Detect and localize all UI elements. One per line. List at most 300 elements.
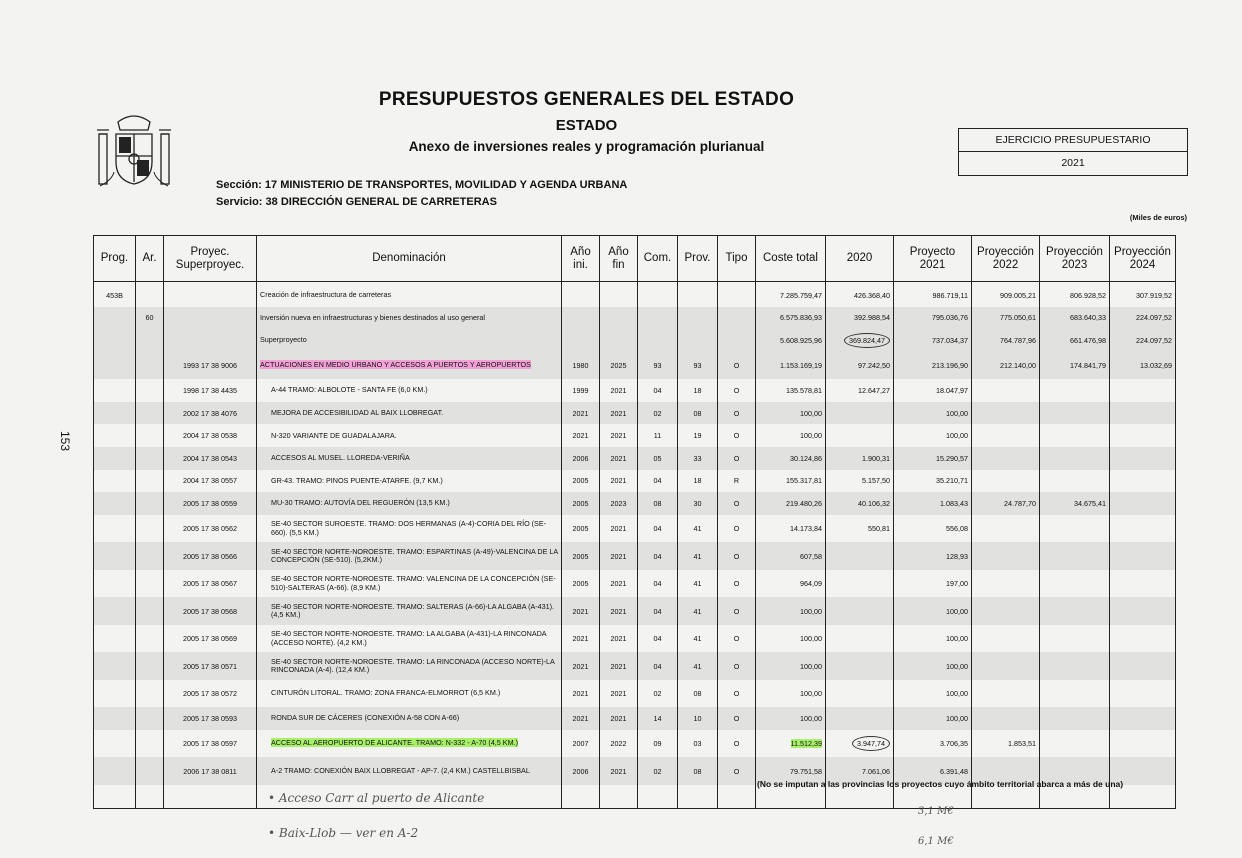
type-cell	[718, 570, 756, 598]
p2021-cell	[894, 492, 972, 515]
document-subtitle: ESTADO	[555, 117, 618, 134]
p2021-cell	[894, 352, 972, 380]
start-year-cell	[562, 492, 600, 515]
prov-cell	[678, 597, 718, 625]
start-year-cell-text: 1980	[572, 361, 589, 371]
p2024-cell	[1110, 652, 1176, 680]
total-cost-cell	[756, 542, 826, 570]
p2024-cell	[1110, 492, 1176, 515]
start-year-cell	[562, 424, 600, 447]
total-cost-cell-text: 100,00	[800, 714, 822, 724]
p2021-cell	[894, 730, 972, 758]
p2022-cell-text: 909.005,21	[1000, 290, 1036, 300]
p2023-cell	[1040, 424, 1110, 447]
prog-cell	[94, 402, 136, 425]
column-header: 2020	[826, 236, 894, 282]
handwritten-note: • Baix-Llob — ver en A-2	[268, 826, 419, 840]
prog-cell	[94, 707, 136, 730]
end-year-cell	[600, 282, 638, 307]
p2024-cell	[1110, 307, 1176, 330]
total-cost-cell-text: 155.317,81	[786, 476, 822, 486]
annex-title: Anexo de inversiones reales y programación plurianual	[408, 139, 765, 154]
total-cost-cell-text: 14.173,84	[790, 524, 822, 534]
investment-table	[93, 235, 1176, 809]
start-year-cell-text: 2021	[572, 408, 589, 418]
start-year-cell	[562, 570, 600, 598]
end-year-cell-text: 2021	[610, 476, 627, 486]
p2022-cell	[972, 282, 1040, 307]
p2023-cell-text: 806.928,52	[1070, 290, 1106, 300]
y2020-cell	[826, 307, 894, 330]
p2021-cell	[894, 515, 972, 543]
p2024-cell	[1110, 402, 1176, 425]
p2021-cell-text: 3.706,35	[940, 739, 968, 749]
p2024-cell	[1110, 379, 1176, 402]
p2023-cell	[1040, 379, 1110, 402]
denomination-cell	[257, 424, 562, 447]
p2021-cell-text: 737.034,37	[932, 335, 968, 345]
total-cost-cell	[756, 570, 826, 598]
y2020-cell	[826, 707, 894, 730]
ar-cell	[136, 424, 164, 447]
com-cell	[638, 492, 678, 515]
project-code-cell	[164, 515, 257, 543]
y2020-cell-text: 40.106,32	[858, 499, 890, 509]
start-year-cell	[562, 707, 600, 730]
p2024-cell	[1110, 470, 1176, 493]
start-year-cell	[562, 597, 600, 625]
denomination-cell-text: GR-43. TRAMO: PINOS PUENTE-ATARFE. (9,7 KM.)	[271, 475, 443, 485]
prog-cell	[94, 730, 136, 758]
prov-cell	[678, 707, 718, 730]
p2021-cell	[894, 707, 972, 730]
end-year-cell	[600, 492, 638, 515]
end-year-cell	[600, 757, 638, 785]
start-year-cell	[562, 379, 600, 402]
y2020-cell	[826, 402, 894, 425]
p2022-cell	[972, 515, 1040, 543]
denomination-cell-text: N-320 VARIANTE DE GUADALAJARA.	[271, 430, 397, 440]
denomination-cell	[257, 757, 562, 785]
y2020-cell-text: 12.647,27	[858, 386, 890, 396]
p2021-cell-text: 6.391,48	[940, 766, 968, 776]
prov-cell-text: 41	[693, 551, 702, 561]
end-year-cell	[600, 680, 638, 708]
handwritten-note: 3,1 M€	[918, 806, 954, 817]
p2023-cell	[1040, 730, 1110, 758]
total-cost-cell-text: 219.480,26	[786, 499, 822, 509]
total-cost-cell	[756, 470, 826, 493]
p2021-cell	[894, 470, 972, 493]
y2020-cell-text: 426.368,40	[854, 290, 890, 300]
table-row	[94, 542, 1176, 570]
prov-cell-text: 03	[693, 739, 702, 749]
y2020-cell	[826, 470, 894, 493]
com-cell	[638, 329, 678, 352]
p2021-cell-text: 100,00	[946, 408, 968, 418]
denomination-cell	[257, 515, 562, 543]
column-header: Ar.	[136, 236, 164, 282]
column-header: Proyección 2022	[972, 236, 1040, 282]
type-cell-text: O	[733, 361, 740, 371]
table-row	[94, 352, 1176, 380]
total-cost-cell-text: 100,00	[800, 689, 822, 699]
exercise-label: EJERCICIO PRESUPUESTARIO	[959, 129, 1187, 152]
p2022-cell	[972, 424, 1040, 447]
ar-cell	[136, 329, 164, 352]
ar-cell	[136, 282, 164, 307]
prov-cell-text: 30	[693, 499, 702, 509]
prov-cell	[678, 470, 718, 493]
type-cell-text: O	[733, 453, 740, 463]
com-cell	[638, 379, 678, 402]
y2020-cell	[826, 492, 894, 515]
prog-cell	[94, 625, 136, 653]
p2023-cell	[1040, 625, 1110, 653]
project-code-cell-text: 2004 17 38 0557	[183, 476, 237, 486]
p2023-cell	[1040, 570, 1110, 598]
p2021-cell-text: 18.047,97	[936, 386, 968, 396]
prov-cell-text: 08	[693, 766, 702, 776]
type-cell-text: O	[733, 408, 740, 418]
total-cost-cell	[756, 329, 826, 352]
start-year-cell-text: 2005	[572, 579, 589, 589]
p2024-cell	[1110, 707, 1176, 730]
start-year-cell-text: 2021	[572, 634, 589, 644]
total-cost-cell	[756, 730, 826, 758]
project-code-cell-text: 2005 17 38 0597	[183, 739, 237, 749]
table-row	[94, 424, 1176, 447]
project-code-cell-text: 2005 17 38 0568	[183, 606, 237, 616]
p2021-cell-text: 100,00	[946, 606, 968, 616]
com-cell-text: 04	[653, 386, 662, 396]
p2021-cell-text: 100,00	[946, 661, 968, 671]
p2022-cell-text: 775.050,61	[1000, 313, 1036, 323]
type-cell-text: O	[733, 606, 740, 616]
prov-cell-text: 41	[693, 661, 702, 671]
section-line: Sección: 17 MINISTERIO DE TRANSPORTES, MOVILIDAD Y AGENDA URBANA	[216, 179, 628, 191]
denomination-cell	[257, 707, 562, 730]
start-year-cell-text: 2006	[572, 766, 589, 776]
p2023-cell	[1040, 307, 1110, 330]
project-code-cell-text: 2005 17 38 0562	[183, 524, 237, 534]
p2023-cell	[1040, 447, 1110, 470]
y2020-cell	[826, 625, 894, 653]
prov-cell	[678, 652, 718, 680]
y2020-cell	[826, 730, 894, 758]
project-code-cell	[164, 680, 257, 708]
prov-cell	[678, 402, 718, 425]
com-cell-text: 04	[653, 634, 662, 644]
project-code-cell-text: 2005 17 38 0567	[183, 579, 237, 589]
project-code-cell	[164, 542, 257, 570]
prog-cell	[94, 542, 136, 570]
com-cell	[638, 542, 678, 570]
table-row	[94, 379, 1176, 402]
p2022-cell	[972, 597, 1040, 625]
y2020-cell-text: 392.988,54	[854, 313, 890, 323]
denomination-cell	[257, 307, 562, 330]
p2023-cell	[1040, 515, 1110, 543]
type-cell-text: O	[733, 714, 740, 724]
prov-cell-text: 18	[693, 476, 702, 486]
start-year-cell-text: 2005	[572, 551, 589, 561]
type-cell-text: O	[733, 661, 740, 671]
start-year-cell-text: 2007	[572, 739, 589, 749]
p2024-cell	[1110, 447, 1176, 470]
p2021-cell	[894, 570, 972, 598]
com-cell	[638, 447, 678, 470]
p2024-cell-text: 224.097,52	[1136, 335, 1172, 345]
com-cell	[638, 597, 678, 625]
total-cost-cell-text: 100,00	[800, 431, 822, 441]
p2021-cell	[894, 402, 972, 425]
column-header: Prog.	[94, 236, 136, 282]
total-cost-cell	[756, 352, 826, 380]
prov-cell	[678, 379, 718, 402]
end-year-cell	[600, 785, 638, 808]
prov-cell-text: 18	[693, 386, 702, 396]
com-cell-text: 04	[653, 661, 662, 671]
com-cell	[638, 470, 678, 493]
com-cell	[638, 707, 678, 730]
type-cell-text: O	[733, 386, 740, 396]
prog-cell	[94, 352, 136, 380]
denomination-cell	[257, 282, 562, 307]
y2020-cell-text: 5.157,50	[862, 476, 890, 486]
prov-cell-text: 08	[693, 689, 702, 699]
type-cell	[718, 492, 756, 515]
end-year-cell	[600, 329, 638, 352]
total-cost-cell	[756, 307, 826, 330]
prov-cell-text: 41	[693, 579, 702, 589]
table-row	[94, 402, 1176, 425]
prog-cell	[94, 515, 136, 543]
prov-cell	[678, 757, 718, 785]
denomination-cell	[257, 329, 562, 352]
denomination-cell	[257, 352, 562, 380]
prov-cell-text: 41	[693, 524, 702, 534]
p2022-cell	[972, 730, 1040, 758]
p2024-cell	[1110, 730, 1176, 758]
denomination-cell-text: SE-40 SECTOR SUROESTE. TRAMO: DOS HERMANAS (A-4)-CORIA DEL RÍO (SE-660). (5,5 KM.)	[271, 519, 547, 537]
table-row	[94, 707, 1176, 730]
total-cost-cell	[756, 447, 826, 470]
start-year-cell	[562, 542, 600, 570]
total-cost-cell	[756, 282, 826, 307]
start-year-cell-text: 2021	[572, 431, 589, 441]
end-year-cell	[600, 402, 638, 425]
ar-cell-text: 60	[145, 313, 154, 323]
end-year-cell	[600, 307, 638, 330]
p2022-cell-text: 764.787,96	[1000, 335, 1036, 345]
denomination-cell-text: ACCESOS AL MUSEL. LLOREDA-VERIÑA	[271, 453, 410, 463]
denomination-cell-text: Creación de infraestructura de carreteras	[260, 290, 392, 300]
prov-cell	[678, 542, 718, 570]
end-year-cell-text: 2021	[610, 579, 627, 589]
p2021-cell	[894, 625, 972, 653]
total-cost-cell-text: 30.124,86	[790, 453, 822, 463]
denomination-cell-text: SE-40 SECTOR NORTE-NOROESTE. TRAMO: LA RINCONADA (ACCESO NORTE)-LA RINCONADA (A-4). (12,4 KM.)	[271, 656, 555, 675]
table-row	[94, 470, 1176, 493]
y2020-cell	[826, 447, 894, 470]
p2024-cell	[1110, 424, 1176, 447]
prov-cell	[678, 424, 718, 447]
ar-cell	[136, 515, 164, 543]
ar-cell	[136, 597, 164, 625]
p2021-cell	[894, 597, 972, 625]
prov-cell-text: 10	[693, 714, 702, 724]
denomination-cell	[257, 625, 562, 653]
denomination-cell-text: SE-40 SECTOR NORTE-NOROESTE. TRAMO: LA ALGABA (A-431)-LA RINCONADA (ACCESO NORTE). (4,2 KM.)	[271, 629, 547, 647]
type-cell	[718, 542, 756, 570]
total-cost-cell	[756, 597, 826, 625]
table-row	[94, 730, 1176, 758]
table-row	[94, 625, 1176, 653]
ar-cell	[136, 402, 164, 425]
end-year-cell	[600, 424, 638, 447]
end-year-cell-text: 2022	[610, 739, 627, 749]
p2021-cell-text: 795.036,76	[932, 313, 968, 323]
type-cell	[718, 282, 756, 307]
p2023-cell	[1040, 470, 1110, 493]
com-cell-text: 11	[653, 431, 662, 441]
y2020-cell-text: 1.900,31	[862, 453, 890, 463]
ar-cell	[136, 492, 164, 515]
p2023-cell-text: 174.841,79	[1070, 361, 1106, 371]
ar-cell	[136, 730, 164, 758]
prov-cell	[678, 570, 718, 598]
type-cell	[718, 707, 756, 730]
y2020-cell	[826, 570, 894, 598]
start-year-cell-text: 2005	[572, 499, 589, 509]
com-cell	[638, 352, 678, 380]
start-year-cell-text: 2021	[572, 689, 589, 699]
project-code-cell-text: 2005 17 38 0566	[183, 551, 237, 561]
project-code-cell-text: 2005 17 38 0571	[183, 661, 237, 671]
end-year-cell-text: 2021	[610, 386, 627, 396]
denomination-cell-text: SE-40 SECTOR NORTE-NOROESTE. TRAMO: SALTERAS (A-66)-LA ALGABA (A-431). (4,5 KM.)	[271, 601, 555, 620]
denomination-cell-text: SE-40 SECTOR NORTE-NOROESTE. TRAMO: VALENCINA DE LA CONCEPCIÓN (SE-510)-SALTERAS (A-66). (8,9 KM.)	[271, 574, 556, 592]
denomination-cell-text: MU-30 TRAMO: AUTOVÍA DEL REGUERÓN (13,5 KM.)	[271, 498, 450, 508]
denomination-cell	[257, 542, 562, 570]
com-cell-text: 05	[653, 453, 662, 463]
start-year-cell	[562, 515, 600, 543]
prov-cell	[678, 282, 718, 307]
prov-cell	[678, 625, 718, 653]
denomination-cell-text: RONDA SUR DE CÁCERES (CONEXIÓN A-58 CON A-66)	[271, 713, 460, 723]
total-cost-cell-text: 100,00	[800, 408, 822, 418]
start-year-cell	[562, 352, 600, 380]
p2024-cell	[1110, 282, 1176, 307]
p2021-cell-text: 128,93	[946, 551, 968, 561]
com-cell-text: 04	[653, 476, 662, 486]
table-header-row	[94, 236, 1176, 282]
total-cost-cell	[756, 652, 826, 680]
type-cell-text: O	[733, 551, 740, 561]
denomination-cell-text: SE-40 SECTOR NORTE-NOROESTE. TRAMO: ESPARTINAS (A-49)-VALENCINA DE LA CONCEPCIÓN (SE-510). (5,2KM.)	[271, 546, 558, 565]
page-number: 153	[58, 430, 73, 452]
prog-cell	[94, 470, 136, 493]
end-year-cell	[600, 470, 638, 493]
end-year-cell-text: 2021	[610, 766, 627, 776]
type-cell	[718, 757, 756, 785]
document-title: PRESUPUESTOS GENERALES DEL ESTADO	[378, 89, 795, 110]
type-cell	[718, 352, 756, 380]
y2020-cell-text: 97.242,50	[858, 361, 890, 371]
project-code-cell	[164, 492, 257, 515]
start-year-cell	[562, 402, 600, 425]
type-cell-text: R	[733, 476, 740, 486]
com-cell-text: 02	[653, 766, 662, 776]
type-cell	[718, 730, 756, 758]
com-cell	[638, 757, 678, 785]
end-year-cell	[600, 352, 638, 380]
project-code-cell	[164, 282, 257, 307]
p2022-cell	[972, 470, 1040, 493]
project-code-cell	[164, 652, 257, 680]
p2021-cell	[894, 424, 972, 447]
project-code-cell	[164, 329, 257, 352]
project-code-cell-text: 2005 17 38 0593	[183, 714, 237, 724]
denomination-cell-text: ACTUACIONES EN MEDIO URBANO Y ACCESOS A PUERTOS Y AEROPUERTOS	[260, 360, 531, 370]
ar-cell	[136, 470, 164, 493]
service-line: Servicio: 38 DIRECCIÓN GENERAL DE CARRETERAS	[216, 196, 497, 208]
type-cell-text: O	[733, 739, 740, 749]
p2023-cell	[1040, 680, 1110, 708]
p2021-cell	[894, 379, 972, 402]
p2021-cell	[894, 652, 972, 680]
p2022-cell	[972, 707, 1040, 730]
p2023-cell	[1040, 652, 1110, 680]
y2020-cell	[826, 515, 894, 543]
denomination-cell	[257, 570, 562, 598]
end-year-cell	[600, 447, 638, 470]
project-code-cell	[164, 352, 257, 380]
total-cost-cell-text: 11.512,39	[790, 739, 822, 749]
p2023-cell	[1040, 597, 1110, 625]
p2021-cell-text: 100,00	[946, 431, 968, 441]
p2022-cell	[972, 492, 1040, 515]
p2021-cell-text: 213.196,90	[932, 361, 968, 371]
end-year-cell-text: 2021	[610, 408, 627, 418]
total-cost-cell	[756, 424, 826, 447]
type-cell	[718, 652, 756, 680]
denomination-cell	[257, 402, 562, 425]
column-header: Denominación	[257, 236, 562, 282]
p2021-cell-text: 556,08	[946, 524, 968, 534]
start-year-cell-text: 2021	[572, 661, 589, 671]
end-year-cell	[600, 542, 638, 570]
p2023-cell-text: 34.675,41	[1074, 499, 1106, 509]
p2022-cell	[972, 379, 1040, 402]
ar-cell	[136, 447, 164, 470]
p2021-cell	[894, 307, 972, 330]
end-year-cell	[600, 730, 638, 758]
ar-cell	[136, 307, 164, 330]
p2024-cell-text: 224.097,52	[1136, 313, 1172, 323]
start-year-cell	[562, 447, 600, 470]
prov-cell-text: 19	[693, 431, 702, 441]
y2020-cell	[826, 597, 894, 625]
y2020-cell-text: 550,81	[868, 524, 890, 534]
type-cell-text: O	[733, 499, 740, 509]
p2021-cell	[894, 447, 972, 470]
project-code-cell-text: 2004 17 38 0543	[183, 453, 237, 463]
ar-cell	[136, 379, 164, 402]
p2022-cell	[972, 680, 1040, 708]
type-cell	[718, 329, 756, 352]
